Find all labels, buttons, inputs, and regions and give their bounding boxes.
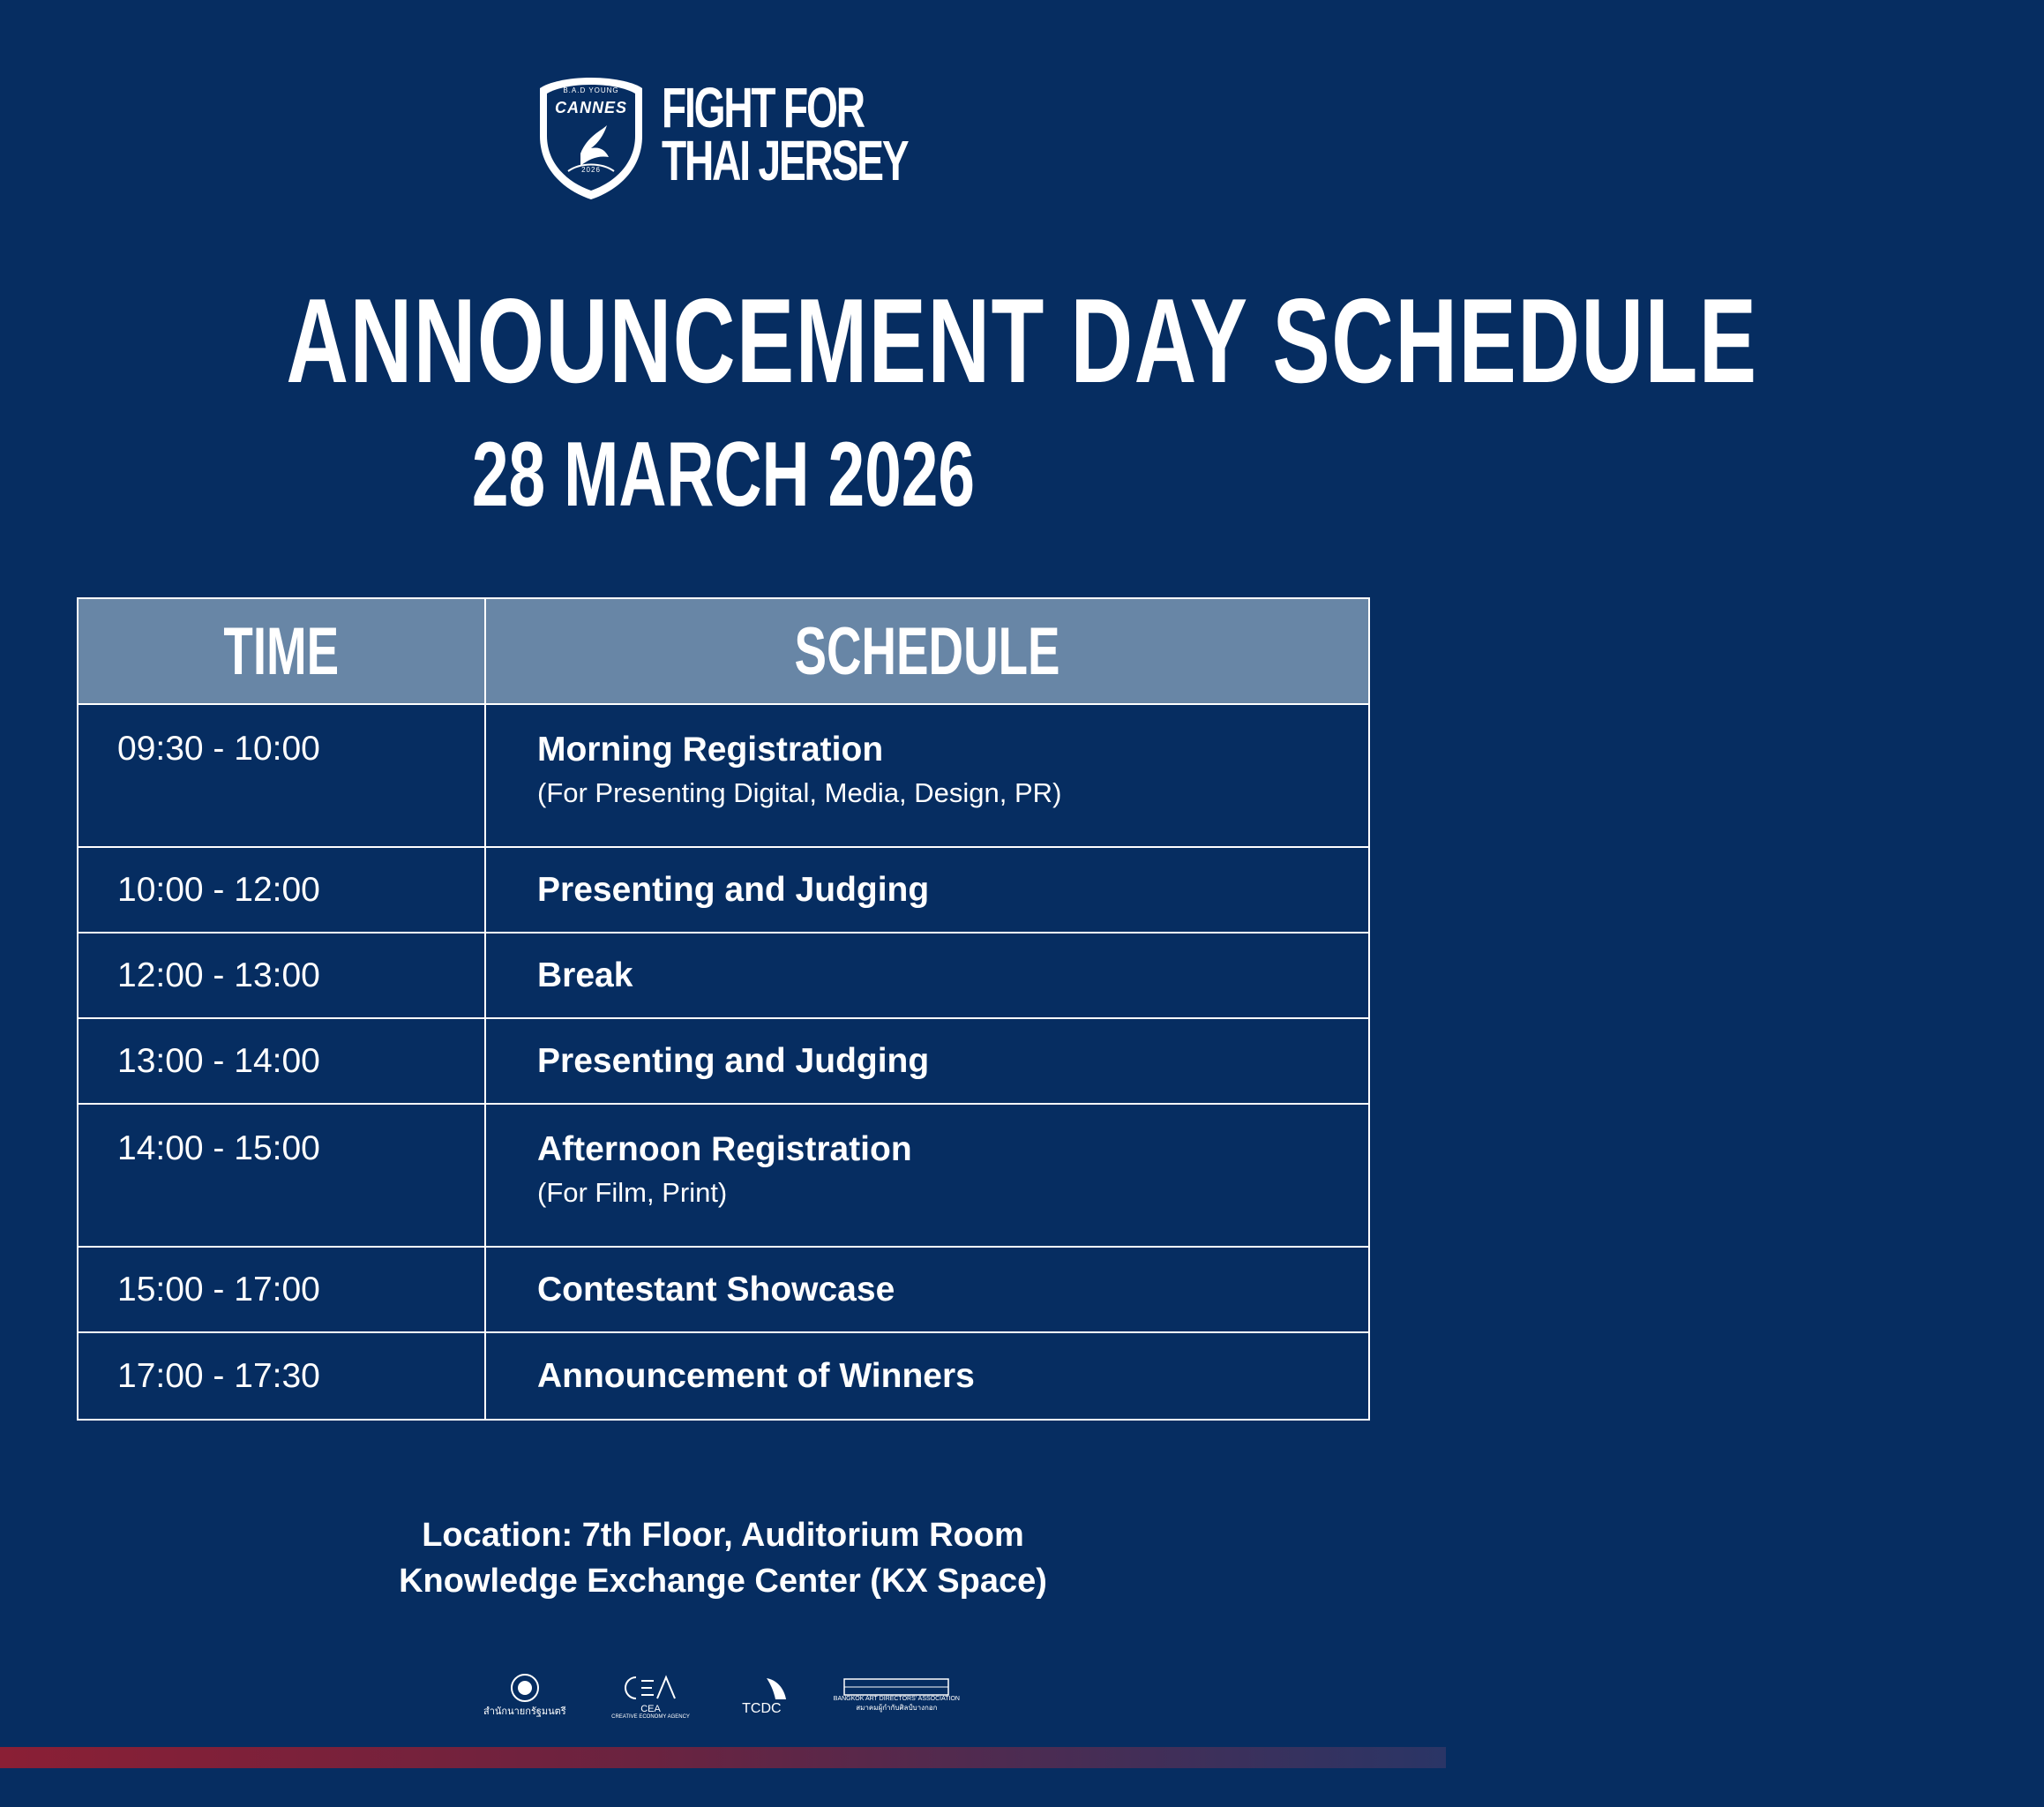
event-date — [0, 424, 1446, 526]
partner-tcdc — [735, 1675, 788, 1717]
row-activity — [486, 1248, 1368, 1331]
table-row — [79, 1019, 1368, 1105]
row-time: 13:00 - 14:00 — [79, 1019, 486, 1103]
shield-subtitle: B.A.D YOUNG — [563, 86, 619, 94]
partner-bad — [834, 1678, 960, 1713]
location-line1: Location: 7th Floor, Auditorium Room — [422, 1517, 1024, 1554]
table-row — [79, 1105, 1368, 1248]
location-line2: Knowledge Exchange Center (KX Space) — [399, 1563, 1047, 1600]
table-row — [79, 1248, 1368, 1333]
activity-title: Presenting and Judging — [537, 870, 930, 909]
row-activity — [486, 1333, 1368, 1419]
tcdc-logo-icon — [735, 1675, 788, 1701]
shield-year: 2026 — [581, 166, 601, 174]
government-seal-icon — [510, 1673, 540, 1703]
partner-cea-name: CEA — [640, 1704, 661, 1714]
bad-logo-icon — [843, 1678, 949, 1696]
brand-name-line2: THAI JERSEY — [662, 129, 908, 192]
partner-logos — [483, 1669, 960, 1722]
table-row — [79, 933, 1368, 1019]
table-row — [79, 705, 1368, 848]
row-time: 09:30 - 10:00 — [79, 705, 486, 846]
row-activity — [486, 933, 1368, 1017]
partner-tcdc-name: TCDC — [742, 1701, 782, 1716]
partner-government-name: สำนักนายกรัฐมนตรี — [483, 1706, 566, 1717]
partner-bad-sub: สมาคมผู้กำกับศิลป์บางกอก — [856, 1704, 938, 1712]
partner-cea-sub: CREATIVE ECONOMY AGENCY — [611, 1714, 690, 1720]
table-row — [79, 1333, 1368, 1419]
activity-title: Presenting and Judging — [537, 1041, 930, 1080]
event-logo — [536, 74, 916, 205]
activity-title: Afternoon Registration — [537, 1130, 912, 1168]
event-date-text: 28 MARCH 2026 — [471, 424, 975, 526]
header-time: TIME — [79, 599, 486, 703]
partner-cea — [611, 1672, 690, 1720]
brand-name-line1: FIGHT FOR — [662, 76, 864, 139]
activity-title: Contestant Showcase — [537, 1270, 895, 1308]
row-activity — [486, 705, 1368, 846]
row-activity — [486, 1105, 1368, 1246]
partner-government — [483, 1673, 566, 1719]
location-info — [0, 1512, 1446, 1604]
table-row — [79, 848, 1368, 933]
partner-bad-name: BANGKOK ART DIRECTORS' ASSOCIATION — [833, 1696, 960, 1702]
page-title — [0, 274, 1758, 408]
row-time: 10:00 - 12:00 — [79, 848, 486, 932]
table-header — [79, 599, 1368, 705]
activity-title: Announcement of Winners — [537, 1356, 975, 1395]
cea-logo-icon — [618, 1672, 684, 1704]
bottom-accent-bar — [0, 1747, 1446, 1768]
shield-title: CANNES — [554, 99, 627, 116]
row-activity — [486, 848, 1368, 932]
activity-note: (For Presenting Digital, Media, Design, PR) — [537, 777, 1062, 808]
activity-title: Break — [537, 956, 633, 994]
header-schedule: SCHEDULE — [794, 613, 1060, 689]
activity-title: Morning Registration — [537, 731, 884, 769]
page-title-text: ANNOUNCEMENT DAY SCHEDULE — [286, 274, 1758, 408]
row-activity — [486, 1019, 1368, 1103]
row-time: 17:00 - 17:30 — [79, 1333, 486, 1419]
row-time: 15:00 - 17:00 — [79, 1248, 486, 1331]
row-time: 14:00 - 15:00 — [79, 1105, 486, 1246]
activity-note: (For Film, Print) — [537, 1177, 728, 1208]
brand-name — [662, 76, 908, 192]
row-time: 12:00 - 13:00 — [79, 933, 486, 1017]
schedule-table — [77, 597, 1370, 1421]
